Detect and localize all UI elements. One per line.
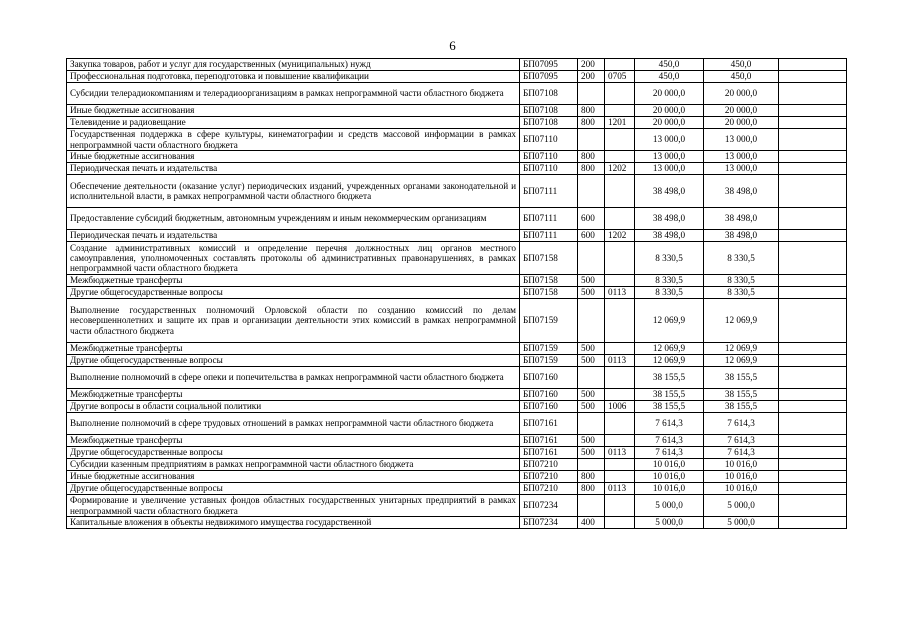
row-expense-type bbox=[578, 459, 605, 471]
row-amount-2: 5 000,0 bbox=[704, 517, 779, 529]
row-expense-type: 500 bbox=[578, 401, 605, 413]
row-empty-cell bbox=[779, 71, 847, 83]
row-name: Иные бюджетные ассигнования bbox=[67, 471, 520, 483]
row-amount-2: 450,0 bbox=[704, 59, 779, 71]
row-empty-cell bbox=[779, 230, 847, 242]
row-code: БП07159 bbox=[520, 355, 578, 367]
row-name: Межбюджетные трансферты bbox=[67, 389, 520, 401]
row-section-code: 1202 bbox=[605, 163, 635, 175]
row-amount-1: 10 016,0 bbox=[635, 471, 704, 483]
table-row bbox=[67, 105, 847, 117]
table-row bbox=[67, 471, 847, 483]
row-code: БП07111 bbox=[520, 208, 578, 230]
row-code: БП07161 bbox=[520, 413, 578, 435]
row-section-code bbox=[605, 459, 635, 471]
row-code: БП07111 bbox=[520, 175, 578, 208]
row-amount-1: 38 155,5 bbox=[635, 367, 704, 389]
row-code: БП07160 bbox=[520, 401, 578, 413]
row-section-code bbox=[605, 59, 635, 71]
row-code: БП07095 bbox=[520, 59, 578, 71]
row-code: БП07158 bbox=[520, 242, 578, 275]
row-name: Межбюджетные трансферты bbox=[67, 435, 520, 447]
row-section-code: 1006 bbox=[605, 401, 635, 413]
row-code: БП07110 bbox=[520, 151, 578, 163]
row-expense-type bbox=[578, 83, 605, 105]
row-amount-1: 7 614,3 bbox=[635, 447, 704, 459]
row-section-code: 0113 bbox=[605, 447, 635, 459]
row-expense-type: 800 bbox=[578, 483, 605, 495]
row-code: БП07159 bbox=[520, 299, 578, 343]
table-row bbox=[67, 163, 847, 175]
row-name: Иные бюджетные ассигнования bbox=[67, 105, 520, 117]
row-code: БП07210 bbox=[520, 459, 578, 471]
row-expense-type: 500 bbox=[578, 435, 605, 447]
row-code: БП07234 bbox=[520, 517, 578, 529]
table-row bbox=[67, 389, 847, 401]
table-row bbox=[67, 495, 847, 517]
row-empty-cell bbox=[779, 495, 847, 517]
table-row bbox=[67, 483, 847, 495]
row-amount-1: 13 000,0 bbox=[635, 151, 704, 163]
row-code: БП07158 bbox=[520, 275, 578, 287]
row-amount-2: 20 000,0 bbox=[704, 105, 779, 117]
table-row bbox=[67, 71, 847, 83]
row-amount-2: 10 016,0 bbox=[704, 459, 779, 471]
row-expense-type: 800 bbox=[578, 471, 605, 483]
table-row bbox=[67, 343, 847, 355]
row-empty-cell bbox=[779, 117, 847, 129]
row-amount-2: 5 000,0 bbox=[704, 495, 779, 517]
row-amount-2: 38 155,5 bbox=[704, 389, 779, 401]
row-section-code bbox=[605, 367, 635, 389]
table-row bbox=[67, 242, 847, 275]
row-empty-cell bbox=[779, 483, 847, 495]
row-section-code bbox=[605, 242, 635, 275]
row-amount-1: 10 016,0 bbox=[635, 483, 704, 495]
row-code: БП07158 bbox=[520, 287, 578, 299]
row-name: Профессиональная подготовка, переподготовка и повышение квалификации bbox=[67, 71, 520, 83]
row-code: БП07161 bbox=[520, 447, 578, 459]
row-amount-2: 20 000,0 bbox=[704, 83, 779, 105]
row-section-code bbox=[605, 129, 635, 151]
row-code: БП07108 bbox=[520, 117, 578, 129]
row-name: Капитальные вложения в объекты недвижимого имущества государственной bbox=[67, 517, 520, 529]
row-name: Выполнение полномочий в сфере опеки и попечительства в рамках непрограммной части областного бюджета bbox=[67, 367, 520, 389]
row-section-code: 0113 bbox=[605, 355, 635, 367]
row-amount-2: 38 155,5 bbox=[704, 401, 779, 413]
row-expense-type: 500 bbox=[578, 343, 605, 355]
row-section-code bbox=[605, 495, 635, 517]
row-amount-1: 8 330,5 bbox=[635, 275, 704, 287]
row-expense-type: 200 bbox=[578, 71, 605, 83]
row-amount-2: 13 000,0 bbox=[704, 129, 779, 151]
row-expense-type: 800 bbox=[578, 151, 605, 163]
row-code: БП07234 bbox=[520, 495, 578, 517]
row-section-code bbox=[605, 343, 635, 355]
row-code: БП07160 bbox=[520, 389, 578, 401]
row-empty-cell bbox=[779, 401, 847, 413]
row-amount-2: 10 016,0 bbox=[704, 483, 779, 495]
row-amount-2: 38 155,5 bbox=[704, 367, 779, 389]
row-section-code bbox=[605, 435, 635, 447]
row-empty-cell bbox=[779, 275, 847, 287]
row-section-code bbox=[605, 275, 635, 287]
row-code: БП07160 bbox=[520, 367, 578, 389]
table-row bbox=[67, 208, 847, 230]
row-expense-type bbox=[578, 413, 605, 435]
row-empty-cell bbox=[779, 129, 847, 151]
row-amount-1: 20 000,0 bbox=[635, 105, 704, 117]
row-name: Выполнение государственных полномочий Орловской области по созданию комиссий по делам несовершеннолетних и защите их прав и организации деятельности этих комиссий в рамках непрограммной части областного бюджета bbox=[67, 299, 520, 343]
table-row bbox=[67, 287, 847, 299]
row-amount-2: 38 498,0 bbox=[704, 230, 779, 242]
row-empty-cell bbox=[779, 355, 847, 367]
table-row bbox=[67, 355, 847, 367]
row-amount-2: 12 069,9 bbox=[704, 355, 779, 367]
row-section-code bbox=[605, 413, 635, 435]
page-number: 6 bbox=[449, 38, 456, 53]
row-name: Другие общегосударственные вопросы bbox=[67, 355, 520, 367]
row-section-code bbox=[605, 175, 635, 208]
row-expense-type bbox=[578, 175, 605, 208]
row-amount-1: 38 498,0 bbox=[635, 175, 704, 208]
table-row bbox=[67, 447, 847, 459]
row-amount-1: 13 000,0 bbox=[635, 129, 704, 151]
row-name: Выполнение полномочий в сфере трудовых отношений в рамках непрограммной части областного бюджета bbox=[67, 413, 520, 435]
row-amount-1: 12 069,9 bbox=[635, 299, 704, 343]
row-code: БП07095 bbox=[520, 71, 578, 83]
table-row bbox=[67, 401, 847, 413]
row-expense-type: 500 bbox=[578, 287, 605, 299]
table-row bbox=[67, 459, 847, 471]
row-amount-2: 7 614,3 bbox=[704, 435, 779, 447]
row-empty-cell bbox=[779, 343, 847, 355]
row-code: БП07108 bbox=[520, 105, 578, 117]
row-expense-type bbox=[578, 495, 605, 517]
row-name: Формирование и увеличение уставных фондов областных государственных унитарных предприятий в рамках непрограммной части областного бюджета bbox=[67, 495, 520, 517]
row-amount-1: 450,0 bbox=[635, 71, 704, 83]
row-expense-type: 500 bbox=[578, 447, 605, 459]
table-row bbox=[67, 435, 847, 447]
table-row bbox=[67, 151, 847, 163]
row-name: Субсидии телерадиокомпаниям и телерадиоорганизациям в рамках непрограммной части областного бюджета bbox=[67, 83, 520, 105]
row-empty-cell bbox=[779, 151, 847, 163]
row-section-code: 0705 bbox=[605, 71, 635, 83]
row-section-code bbox=[605, 105, 635, 117]
row-name: Межбюджетные трансферты bbox=[67, 275, 520, 287]
row-empty-cell bbox=[779, 163, 847, 175]
row-expense-type: 600 bbox=[578, 208, 605, 230]
table-row bbox=[67, 299, 847, 343]
row-amount-1: 38 498,0 bbox=[635, 208, 704, 230]
table-row bbox=[67, 83, 847, 105]
row-expense-type: 800 bbox=[578, 105, 605, 117]
row-empty-cell bbox=[779, 413, 847, 435]
row-name: Другие общегосударственные вопросы bbox=[67, 287, 520, 299]
table-row bbox=[67, 275, 847, 287]
row-amount-1: 8 330,5 bbox=[635, 242, 704, 275]
row-amount-2: 12 069,9 bbox=[704, 343, 779, 355]
row-amount-2: 10 016,0 bbox=[704, 471, 779, 483]
row-amount-2: 13 000,0 bbox=[704, 163, 779, 175]
row-name: Телевидение и радиовещание bbox=[67, 117, 520, 129]
budget-table-body bbox=[67, 59, 847, 529]
row-expense-type bbox=[578, 242, 605, 275]
row-section-code bbox=[605, 471, 635, 483]
row-name: Периодическая печать и издательства bbox=[67, 230, 520, 242]
row-empty-cell bbox=[779, 435, 847, 447]
row-code: БП07159 bbox=[520, 343, 578, 355]
row-name: Создание административных комиссий и определение перечня должностных лиц органов местного самоуправления, уполномоченных составлять протоколы об административных правонарушениях, в рамках непрограммной части областного бюджета bbox=[67, 242, 520, 275]
row-expense-type: 200 bbox=[578, 59, 605, 71]
row-empty-cell bbox=[779, 299, 847, 343]
row-expense-type: 500 bbox=[578, 389, 605, 401]
row-expense-type bbox=[578, 367, 605, 389]
row-amount-2: 8 330,5 bbox=[704, 275, 779, 287]
row-empty-cell bbox=[779, 367, 847, 389]
row-section-code bbox=[605, 151, 635, 163]
row-amount-1: 450,0 bbox=[635, 59, 704, 71]
row-name: Межбюджетные трансферты bbox=[67, 343, 520, 355]
table-row bbox=[67, 517, 847, 529]
row-expense-type: 500 bbox=[578, 275, 605, 287]
row-name: Закупка товаров, работ и услуг для государственных (муниципальных) нужд bbox=[67, 59, 520, 71]
row-amount-1: 10 016,0 bbox=[635, 459, 704, 471]
row-amount-1: 8 330,5 bbox=[635, 287, 704, 299]
row-name: Другие общегосударственные вопросы bbox=[67, 447, 520, 459]
row-name: Обеспечение деятельности (оказание услуг) периодических изданий, учрежденных органами законодательной и исполнительной власти, в рамках непрограммной части областного бюджета bbox=[67, 175, 520, 208]
row-amount-1: 5 000,0 bbox=[635, 517, 704, 529]
row-amount-1: 7 614,3 bbox=[635, 413, 704, 435]
row-name: Иные бюджетные ассигнования bbox=[67, 151, 520, 163]
row-amount-2: 450,0 bbox=[704, 71, 779, 83]
row-amount-1: 12 069,9 bbox=[635, 355, 704, 367]
row-empty-cell bbox=[779, 287, 847, 299]
row-code: БП07210 bbox=[520, 471, 578, 483]
row-name: Периодическая печать и издательства bbox=[67, 163, 520, 175]
row-amount-2: 8 330,5 bbox=[704, 287, 779, 299]
row-name: Другие общегосударственные вопросы bbox=[67, 483, 520, 495]
row-empty-cell bbox=[779, 105, 847, 117]
row-amount-2: 7 614,3 bbox=[704, 447, 779, 459]
row-empty-cell bbox=[779, 517, 847, 529]
row-empty-cell bbox=[779, 471, 847, 483]
row-amount-1: 13 000,0 bbox=[635, 163, 704, 175]
row-amount-2: 7 614,3 bbox=[704, 413, 779, 435]
row-empty-cell bbox=[779, 389, 847, 401]
row-expense-type: 500 bbox=[578, 355, 605, 367]
row-section-code: 1201 bbox=[605, 117, 635, 129]
row-code: БП07110 bbox=[520, 129, 578, 151]
row-empty-cell bbox=[779, 59, 847, 71]
row-amount-1: 38 498,0 bbox=[635, 230, 704, 242]
row-amount-1: 38 155,5 bbox=[635, 401, 704, 413]
row-name: Предоставление субсидий бюджетным, автономным учреждениям и иным некоммерческим организациям bbox=[67, 208, 520, 230]
table-row bbox=[67, 413, 847, 435]
row-amount-2: 8 330,5 bbox=[704, 242, 779, 275]
row-section-code bbox=[605, 83, 635, 105]
row-expense-type bbox=[578, 299, 605, 343]
row-amount-2: 20 000,0 bbox=[704, 117, 779, 129]
row-section-code: 1202 bbox=[605, 230, 635, 242]
row-expense-type: 800 bbox=[578, 163, 605, 175]
row-section-code bbox=[605, 389, 635, 401]
row-section-code: 0113 bbox=[605, 287, 635, 299]
row-expense-type: 400 bbox=[578, 517, 605, 529]
row-section-code bbox=[605, 208, 635, 230]
row-amount-1: 38 155,5 bbox=[635, 389, 704, 401]
budget-table bbox=[66, 58, 847, 529]
row-amount-1: 5 000,0 bbox=[635, 495, 704, 517]
row-amount-2: 13 000,0 bbox=[704, 151, 779, 163]
table-row bbox=[67, 175, 847, 208]
row-name: Субсидии казенным предприятиям в рамках непрограммной части областного бюджета bbox=[67, 459, 520, 471]
table-row bbox=[67, 117, 847, 129]
row-expense-type: 600 bbox=[578, 230, 605, 242]
table-row bbox=[67, 59, 847, 71]
row-name: Государственная поддержка в сфере культуры, кинематографии и средств массовой информации в рамках непрограммной части областного бюджета bbox=[67, 129, 520, 151]
row-empty-cell bbox=[779, 83, 847, 105]
row-code: БП07161 bbox=[520, 435, 578, 447]
row-section-code bbox=[605, 299, 635, 343]
row-code: БП07210 bbox=[520, 483, 578, 495]
row-code: БП07111 bbox=[520, 230, 578, 242]
row-section-code bbox=[605, 517, 635, 529]
row-empty-cell bbox=[779, 242, 847, 275]
row-empty-cell bbox=[779, 208, 847, 230]
row-empty-cell bbox=[779, 459, 847, 471]
row-amount-1: 7 614,3 bbox=[635, 435, 704, 447]
row-amount-2: 38 498,0 bbox=[704, 208, 779, 230]
table-row bbox=[67, 367, 847, 389]
row-code: БП07110 bbox=[520, 163, 578, 175]
row-amount-1: 20 000,0 bbox=[635, 117, 704, 129]
row-amount-2: 12 069,9 bbox=[704, 299, 779, 343]
row-amount-1: 12 069,9 bbox=[635, 343, 704, 355]
table-row bbox=[67, 230, 847, 242]
row-expense-type bbox=[578, 129, 605, 151]
row-name: Другие вопросы в области социальной политики bbox=[67, 401, 520, 413]
row-expense-type: 800 bbox=[578, 117, 605, 129]
row-empty-cell bbox=[779, 175, 847, 208]
row-section-code: 0113 bbox=[605, 483, 635, 495]
row-amount-1: 20 000,0 bbox=[635, 83, 704, 105]
table-row bbox=[67, 129, 847, 151]
row-empty-cell bbox=[779, 447, 847, 459]
row-code: БП07108 bbox=[520, 83, 578, 105]
row-amount-2: 38 498,0 bbox=[704, 175, 779, 208]
